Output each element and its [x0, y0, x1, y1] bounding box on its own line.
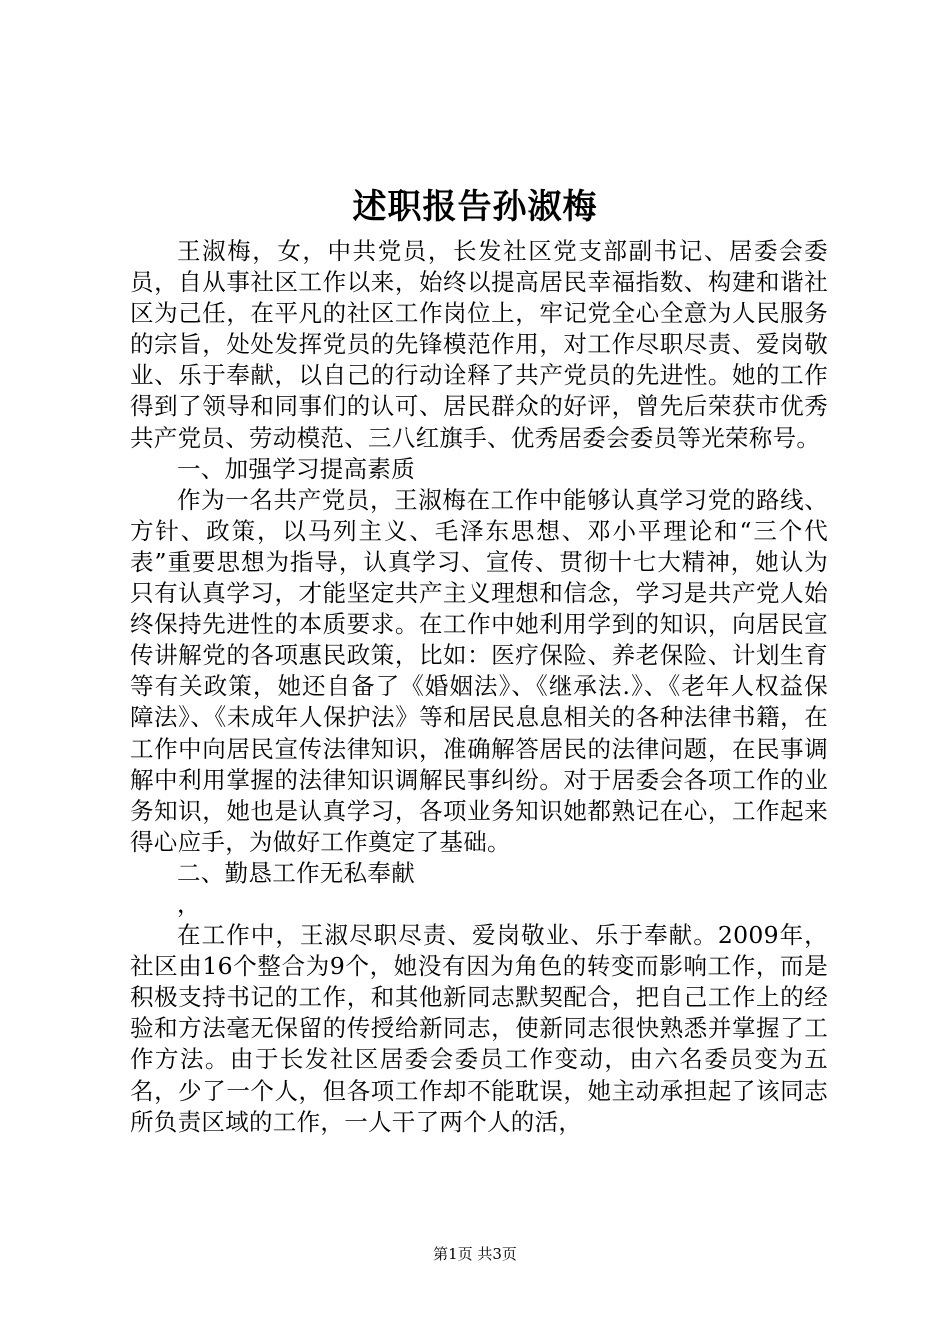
document-title: 述职报告孙淑梅 [352, 187, 598, 227]
section-heading-2: 二、勤恳工作无私奉献 [177, 858, 415, 887]
stray-punctuation: ， [177, 889, 201, 918]
paragraph-intro: 王淑梅，女，中共党员，长发社区党支部副书记、居委会委员，自从事社区工作以来，始终以提高居民幸福指数、构建和谐社区为己任，在平凡的社区工作岗位上，牢记党全心全意为人民服务的宗旨，处处发挥党员的先锋模范作用，对工作尽职尽责、爱岗敬业、乐于奉献，以自己的行动诠释了共产党员的先进性。她的工作得到了领导和同事们的认可、居民群众的好评，曾先后荣获市优秀共产党员、劳动模范、三八红旗手、优秀居委会委员等光荣称号。 [130, 237, 828, 452]
section-heading-1: 一、加强学习提高素质 [177, 454, 415, 483]
document-body [130, 236, 828, 1138]
page-footer: 第1页 共3页 [433, 1245, 517, 1263]
paragraph-work: 在工作中，王淑尽职尽责、爱岗敬业、乐于奉献。2009年，社区由16个整合为9个，她没有因为角色的转变而影响工作，而是积极支持书记的工作，和其他新同志默契配合，把自己工作上的经验和方法毫无保留的传授给新同志，使新同志很快熟悉并掌握了工作方法。由于长发社区居委会委员工作变动，由六名委员变为五名，少了一个人，但各项工作却不能耽误，她主动承担起了该同志所负责区域的工作，一人干了两个人的活， [130, 921, 828, 1136]
paragraph-study: 作为一名共产党员，王淑梅在工作中能够认真学习党的路线、方针、政策，以马列主义、毛泽东思想、邓小平理论和“三个代表”重要思想为指导，认真学习、宣传、贯彻十七大精神，她认为只有认真学习，才能坚定共产主义理想和信念，学习是共产党人始终保持先进性的本质要求。在工作中她利用学到的知识，向居民宣传讲解党的各项惠民政策，比如：医疗保险、养老保险、计划生育等有关政策，她还自备了《婚姻法》、《继承法.》、《老年人权益保障法》、《未成年人保护法》等和居民息息相关的各种法律书籍，在工作中向居民宣传法律知识，准确解答居民的法律问题，在民事调解中利用掌握的法律知识调解民事纠纷。对于居委会各项工作的业务知识，她也是认真学习，各项业务知识她都熟记在心，工作起来得心应手，为做好工作奠定了基础。 [130, 485, 828, 856]
